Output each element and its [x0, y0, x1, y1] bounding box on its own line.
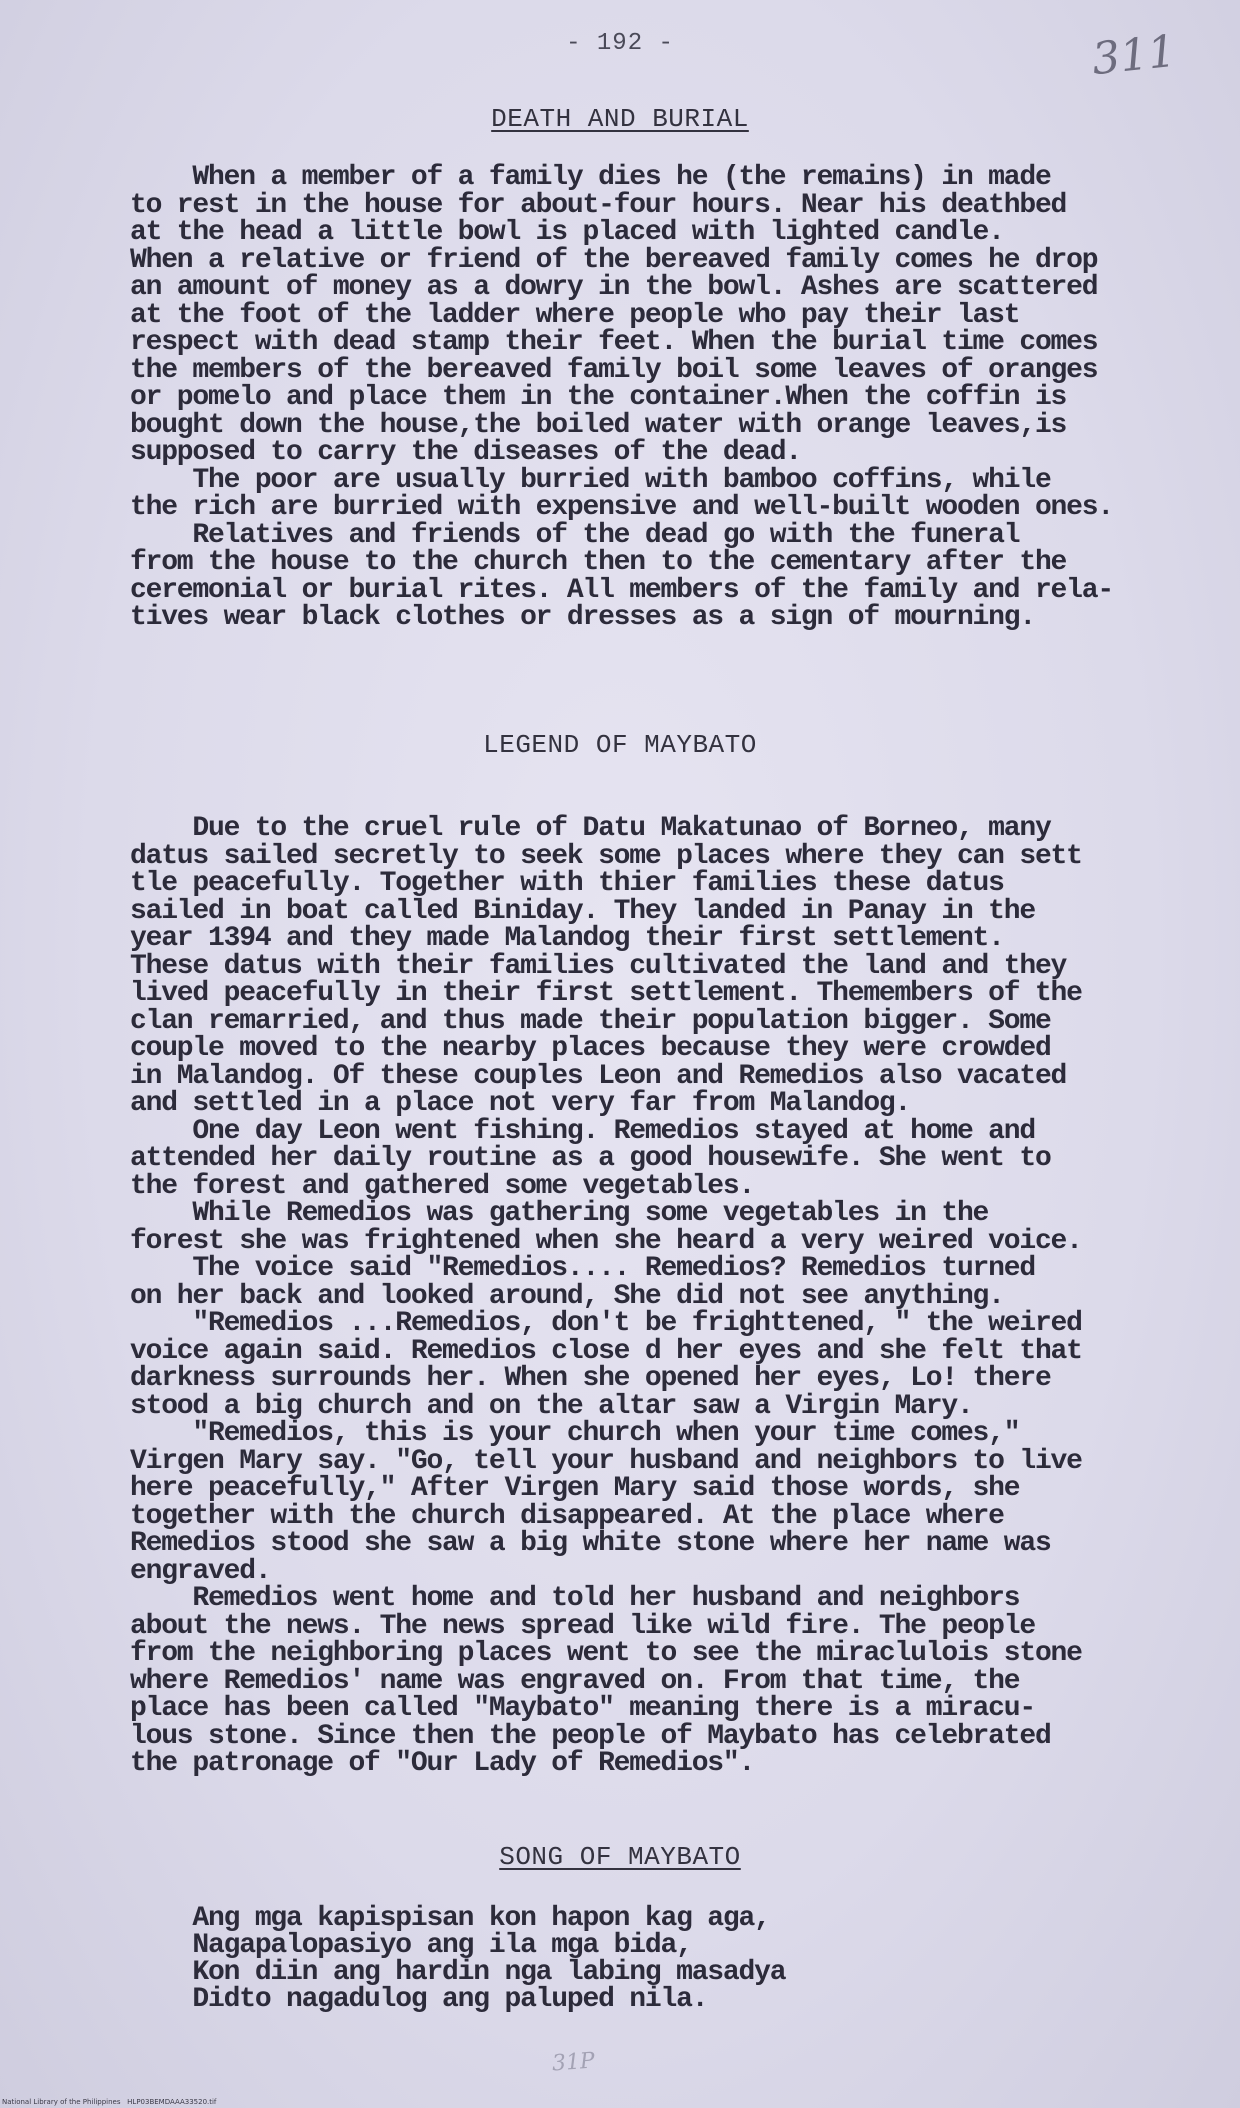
text-line: bought down the house,the boiled water with orange leaves,is [130, 409, 1067, 441]
text-line: from the neighboring places went to see the miraclulois stone [130, 1638, 1082, 1669]
legend-of-maybato-text [130, 815, 1190, 1778]
text-line: attended her daily routine as a good housewife. She went to [130, 1143, 1051, 1174]
text-line: from the house to the church then to the cementary after the [130, 547, 1067, 578]
text-line: Kon diin ang hardin nga labing masadya [130, 1957, 786, 1988]
text-line: datus sailed secretly to seek some places where they can sett [130, 840, 1082, 872]
text-line: When a relative or friend of the bereaved family comes he drop [130, 244, 1098, 276]
text-line: "Remedios ...Remedios, don't be frighttened, " the weired [130, 1308, 1082, 1339]
section-title-death-and-burial: DEATH AND BURIAL [491, 104, 749, 134]
text-line: forest she was frightened when she heard a very weired voice. [130, 1225, 1082, 1257]
text-line: couple moved to the nearby places because they were crowded [130, 1033, 1051, 1064]
page-number: - 192 - [566, 30, 674, 57]
text-line: place has been called "Maybato" meaning there is a miracu- [130, 1693, 1035, 1724]
text-line: at the head a little bowl is placed with lighted candle. [130, 217, 1004, 248]
text-line: ceremonial or burial rites. All members of the family and rela- [130, 574, 1113, 606]
text-line: the patronage of "Our Lady of Remedios". [130, 1748, 755, 1779]
text-line: to rest in the house for about-four hours. Near his deathbed [130, 189, 1067, 221]
text-line: lived peacefully in their first settlement. Themembers of the [130, 978, 1082, 1009]
text-line: respect with dead stamp their feet. When the burial time comes [130, 327, 1098, 358]
text-line: tle peacefully. Together with thier families these datus [130, 868, 1004, 899]
death-and-burial-text [130, 164, 1190, 632]
text-line: Due to the cruel rule of Datu Makatunao of Borneo, many [130, 813, 1051, 844]
text-line: One day Leon went fishing. Remedios stayed at home and [130, 1115, 1035, 1147]
text-line: The poor are usually burried with bamboo coffins, while [130, 464, 1051, 496]
scan-footer: National Library of the Philippines HLP03BEMDAAA33520.tif [2, 2098, 217, 2106]
text-line: tives wear black clothes or dresses as a sign of mourning. [130, 602, 1035, 633]
text-line: When a member of a family dies he (the remains) in made [130, 162, 1051, 193]
text-line: supposed to carry the diseases of the dead. [130, 437, 801, 468]
song-of-maybato-text [130, 1905, 1190, 2013]
text-line: the members of the bereaved family boil some leaves of oranges [130, 354, 1098, 386]
text-line: in Malandog. Of these couples Leon and Remedios also vacated [130, 1060, 1067, 1092]
text-line: Ang mga kapispisan kon hapon kag aga, [130, 1903, 770, 1934]
section-title-song-of-maybato: SONG OF MAYBATO [499, 1842, 741, 1872]
handwritten-bottom-mark: 31P [551, 2048, 596, 2077]
text-line: Relatives and friends of the dead go with the funeral [130, 519, 1020, 551]
text-line: darkness surrounds her. When she opened her eyes, Lo! there [130, 1363, 1051, 1394]
text-line: The voice said "Remedios.... Remedios? Remedios turned [130, 1253, 1035, 1284]
text-line: "Remedios, this is your church when your time comes," [130, 1418, 1020, 1449]
text-line: at the foot of the ladder where people who pay their last [130, 299, 1020, 331]
text-line: the rich are burried with expensive and well-built wooden ones. [130, 492, 1113, 523]
text-line: sailed in boat called Biniday. They landed in Panay in the [130, 895, 1035, 927]
text-line: While Remedios was gathering some vegetables in the [130, 1198, 989, 1229]
text-line: together with the church disappeared. At the place where [130, 1500, 1004, 1532]
text-line: and settled in a place not very far from Malandog. [130, 1088, 911, 1119]
text-line: here peacefully," After Virgen Mary said those words, she [130, 1473, 1020, 1504]
text-line: about the news. The news spread like wild fire. The people [130, 1610, 1035, 1642]
text-line: Didto nagadulog ang paluped nila. [130, 1984, 708, 2015]
section-title-legend-of-maybato: LEGEND OF MAYBATO [483, 730, 757, 760]
text-line: Remedios went home and told her husband and neighbors [130, 1583, 1020, 1614]
text-line: clan remarried, and thus made their population bigger. Some [130, 1005, 1051, 1037]
text-line: Remedios stood she saw a big white stone where her name was [130, 1528, 1051, 1559]
text-line: where Remedios' name was engraved on. From that time, the [130, 1665, 1020, 1697]
handwritten-page-number: 311 [1089, 25, 1179, 86]
text-line: lous stone. Since then the people of Maybato has celebrated [130, 1720, 1051, 1752]
text-line: or pomelo and place them in the container.When the coffin is [130, 382, 1067, 413]
text-line: voice again said. Remedios close d her eyes and she felt that [130, 1335, 1082, 1367]
text-line: stood a big church and on the altar saw a Virgin Mary. [130, 1390, 973, 1422]
text-line: on her back and looked around, She did not see anything. [130, 1280, 1004, 1312]
text-line: engraved. [130, 1555, 271, 1587]
text-line: These datus with their families cultivated the land and they [130, 950, 1067, 982]
text-line: the forest and gathered some vegetables. [130, 1170, 755, 1202]
text-line: an amount of money as a dowry in the bowl. Ashes are scattered [130, 272, 1098, 303]
text-line: Virgen Mary say. "Go, tell your husband and neighbors to live [130, 1445, 1082, 1477]
text-line: year 1394 and they made Malandog their first settlement. [130, 923, 1004, 954]
text-line: Nagapalopasiyo ang ila mga bida, [130, 1930, 692, 1961]
